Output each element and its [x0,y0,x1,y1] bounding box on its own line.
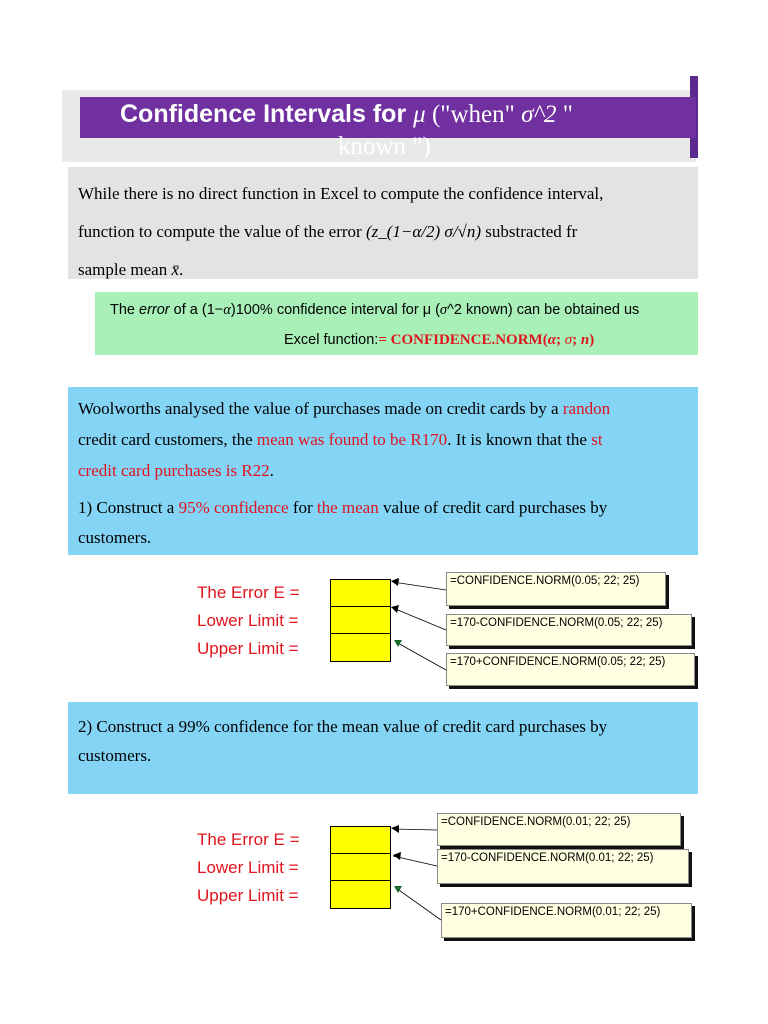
error-label-2: The Error E = [197,830,300,849]
gb-text-d: ^2 known) can be obtained us [447,302,640,318]
title-text-3: " [556,101,573,128]
p1-text: Woolworths analysed the value of purchases made on credit cards by a [78,399,563,418]
p2-red: mean was found to be R170 [256,430,448,449]
arrowhead-icon [394,640,402,647]
p3-red: credit card purchases is R22 [78,461,270,480]
connector-line [393,829,437,830]
title-mu: μ [413,101,426,128]
arrowhead-icon [391,578,399,586]
gb-sigma: σ [439,302,448,318]
title-line-2: known ") [338,133,431,160]
intro-line-3b: . [179,260,184,279]
p2-red-2: st [591,430,603,449]
arg-sep-2: ; [572,332,581,348]
p2-text-b: . It is known that the [447,430,592,449]
intro-line-2a: function to compute the value of the error [78,222,366,241]
upper-limit-label-2: Upper Limit = [197,886,299,905]
question-2-line-2: customers. [78,746,152,765]
title-text-1: Confidence Intervals for [120,100,414,128]
formula-note-error-1: =CONFIDENCE.NORM(0.05; 22; 25) [446,572,666,606]
upper-limit-label-1: Upper Limit = [197,639,299,658]
arg-close: ) [589,332,595,348]
lower-limit-label-1: Lower Limit = [197,611,299,630]
intro-line-3a: sample mean [78,260,172,279]
q1-red-1: 95% confidence [178,498,289,517]
connector-line [393,608,446,630]
question-2-line-1: 2) Construct a 99% confidence for the mean value of credit card purchases by [78,717,608,736]
q1-text-a: 1) Construct a [78,498,179,517]
q1-red-2: the mean [316,498,379,517]
arrowhead-icon [394,886,402,893]
error-label-1: The Error E = [197,583,300,602]
title-text-2: ("when" [425,101,522,128]
question-1-line-2: customers. [78,528,152,547]
arg-sigma: σ [564,332,573,348]
intro-line-2b: substracted fr [481,222,578,241]
lower-limit-label-2: Lower Limit = [197,858,299,877]
p2-text-a: credit card customers, the [78,430,257,449]
p1-red: randon [562,399,611,418]
excel-function-label: Excel function: [284,332,379,348]
gb-text-b: of a (1− [169,302,224,318]
formula-note-upper-2: =170+CONFIDENCE.NORM(0.01; 22; 25) [441,903,692,938]
connector-line [396,642,446,670]
gb-text-a: The [110,302,140,318]
arrowhead-icon [391,825,399,833]
formula-note-error-2: =CONFIDENCE.NORM(0.01; 22; 25) [437,813,681,846]
formula-note-upper-1: =170+CONFIDENCE.NORM(0.05; 22; 25) [446,653,695,686]
gb-error-word: error [139,302,170,318]
arrowhead-icon [391,605,399,613]
formula-note-lower-2: =170-CONFIDENCE.NORM(0.01; 22; 25) [437,849,689,884]
q1-text-c: value of credit card purchases by [378,498,608,517]
arg-n: n [580,332,590,348]
error-formula: (z_(1−α/2) σ/√n) [365,222,482,241]
sample-mean-symbol: x̄ [171,260,180,279]
excel-fn-name: = CONFIDENCE.NORM( [378,332,548,348]
gb-alpha: α [223,302,231,318]
title-sigma2: σ^2 [521,101,557,128]
arg-alpha: α [547,332,556,348]
p3-text: . [269,461,274,480]
q1-text-b: for [288,498,317,517]
gb-text-c: )100% confidence interval for μ ( [230,302,440,318]
connector-line [396,888,441,920]
intro-line-1: While there is no direct function in Excel to compute the confidence interval, [78,184,604,203]
connector-line [393,582,446,590]
arg-sep-1: ; [556,332,565,348]
formula-note-lower-1: =170-CONFIDENCE.NORM(0.05; 22; 25) [446,614,692,646]
